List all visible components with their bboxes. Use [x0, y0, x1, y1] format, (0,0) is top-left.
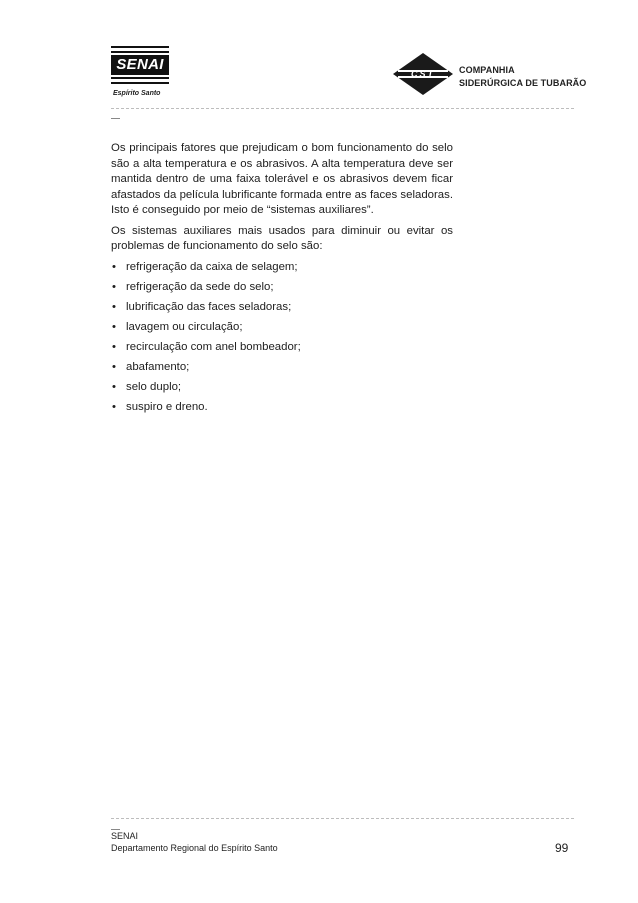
paragraph-2: Os sistemas auxiliares mais usados para diminuir ou evitar os problemas de funcionamento do selo são:: [111, 224, 453, 252]
list-item: • recirculação com anel bombeador;: [111, 340, 453, 356]
list-item: • refrigeração da sede do selo;: [111, 280, 453, 296]
list-item: • selo duplo;: [111, 380, 453, 396]
company-line-2: SIDERÚRGICA DE TUBARÃO: [459, 78, 587, 88]
list-item: • abafamento;: [111, 360, 453, 376]
header-divider: [111, 108, 574, 109]
header-tick: [111, 118, 120, 119]
list-item: • refrigeração da caixa de selagem;: [111, 260, 453, 276]
company-line-1: COMPANHIA: [459, 65, 515, 75]
auxiliary-systems-list: [111, 260, 453, 416]
footer-divider: [111, 818, 574, 819]
cst-logo: [392, 52, 454, 96]
page-content: [111, 141, 453, 420]
footer-department: Departamento Regional do Espírito Santo: [111, 843, 278, 853]
footer-org: SENAI: [111, 831, 139, 841]
senai-subtitle: Espírito Santo: [113, 90, 161, 97]
bullet-icon: •: [112, 380, 116, 393]
senai-logo-text: SENAI: [111, 55, 169, 75]
bullet-icon: •: [112, 320, 116, 333]
paragraph-1: Os principais fatores que prejudicam o bom funcionamento do selo são a alta temperatura e os abrasivos. A alta temperatura deve ser mantida dentro de uma faixa tolerável e os abrasivos devem ficar afastados da película lubrificante formada entre as faces seladoras. Isto é conseguido por meio de “sistemas auxiliares”.: [111, 142, 453, 216]
senai-logo: [111, 46, 169, 84]
bullet-icon: •: [112, 260, 116, 273]
bullet-icon: •: [112, 400, 116, 413]
list-item: • lavagem ou circulação;: [111, 320, 453, 336]
bullet-icon: •: [112, 340, 116, 353]
bullet-icon: •: [112, 360, 116, 373]
company-name: [459, 64, 586, 90]
cst-logo-text: CST: [411, 69, 435, 79]
list-item: • lubrificação das faces seladoras;: [111, 300, 453, 316]
logo-stripes: [111, 46, 169, 53]
bullet-icon: •: [112, 300, 116, 313]
list-item: • suspiro e dreno.: [111, 400, 453, 416]
footer: [111, 830, 278, 854]
page-number: 99: [555, 841, 569, 855]
bullet-icon: •: [112, 280, 116, 293]
logo-stripes: [111, 77, 169, 84]
